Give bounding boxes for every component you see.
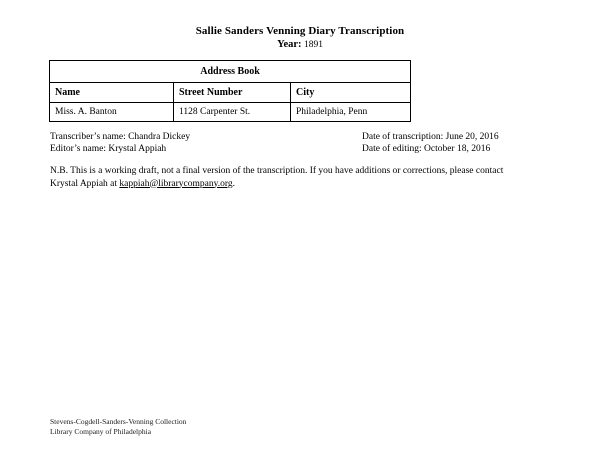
year-value: 1891 <box>303 40 323 50</box>
column-header-street-number: Street Number <box>174 83 291 103</box>
cell-name: Miss. A. Banton <box>50 103 174 122</box>
cell-street-number: 1128 Carpenter St. <box>174 103 291 122</box>
column-header-name: Name <box>50 83 174 103</box>
metadata-block <box>50 131 550 155</box>
nb-text-after: . <box>232 178 235 189</box>
nota-bene-paragraph <box>50 165 532 190</box>
table-caption: Address Book <box>50 61 411 83</box>
transcriber-line: Transcriber’s name: Chandra Dickey <box>50 132 191 142</box>
table-header-row <box>50 83 411 103</box>
metadata-row-2 <box>50 143 550 155</box>
editing-date-line: Date of editing: October 18, 2016 <box>362 144 491 154</box>
address-book-table <box>49 60 411 122</box>
footer-collection-name: Stevens-Cogdell-Sanders-Venning Collection <box>50 417 187 426</box>
email-link[interactable]: kappiah@librarycompany.org <box>119 178 233 189</box>
nb-text-before: N.B. This is a working draft, not a final version of the transcription. If you have additions or corrections, please contact Krystal Appiah at <box>50 166 504 189</box>
year-label: Year: <box>277 39 302 50</box>
page-title: Sallie Sanders Venning Diary Transcription <box>195 25 405 37</box>
metadata-row-1 <box>50 131 550 143</box>
table-row <box>50 103 411 122</box>
transcription-date-line: Date of transcription: June 20, 2016 <box>362 132 499 142</box>
column-header-city: City <box>291 83 411 103</box>
editor-line: Editor’s name: Krystal Appiah <box>50 144 167 154</box>
page-footer <box>50 417 186 437</box>
cell-city: Philadelphia, Penn <box>291 103 411 122</box>
footer-institution-name: Library Company of Philadelphia <box>50 427 152 436</box>
year-line <box>0 39 600 50</box>
table-caption-row <box>50 61 411 83</box>
